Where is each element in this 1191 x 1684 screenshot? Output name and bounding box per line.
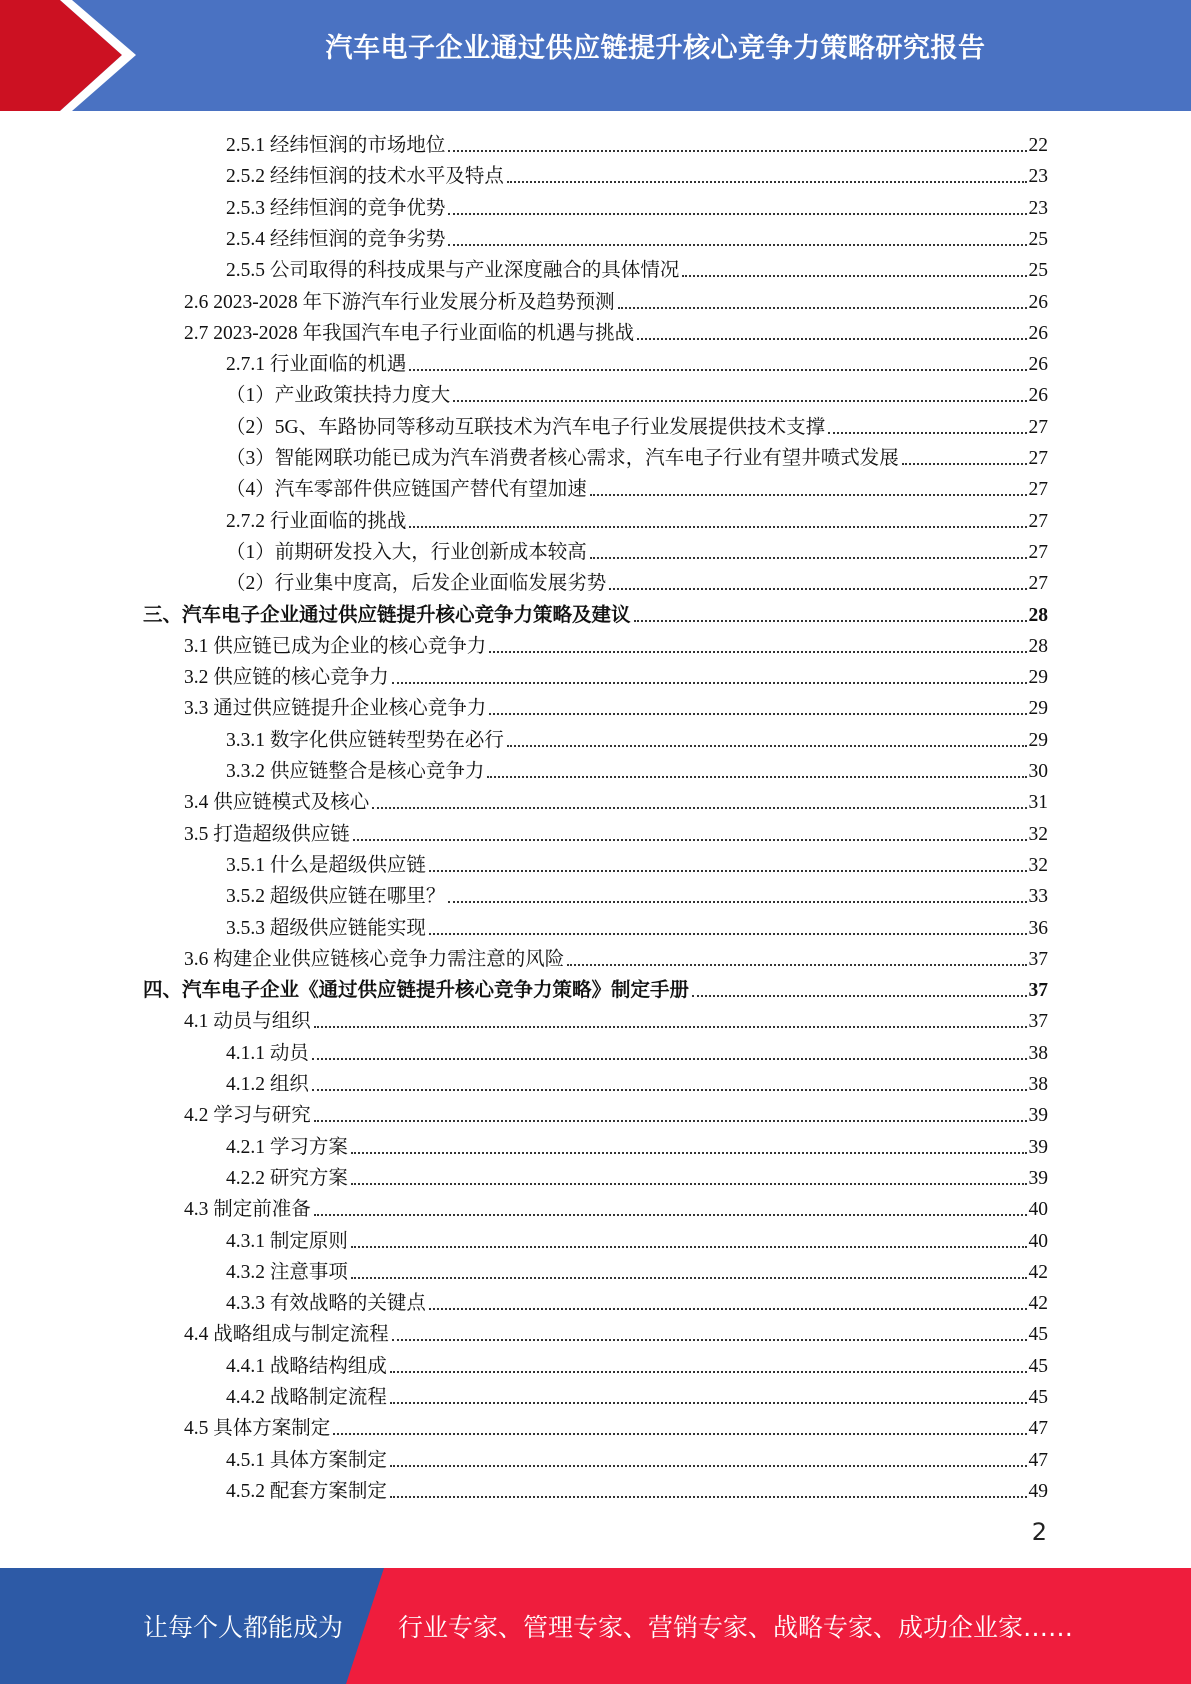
toc-entry-page: 37 (1028, 980, 1048, 1002)
toc-entry[interactable] (226, 878, 1048, 909)
toc-entry-title: 4.1.2 组织 (226, 1074, 309, 1095)
toc-dot-leader (314, 1026, 1027, 1028)
toc-dot-leader (351, 1152, 1027, 1154)
toc-entry[interactable] (184, 1191, 1048, 1222)
toc-dot-leader (567, 964, 1026, 966)
toc-entry-title: 4.4.2 战略制定流程 (226, 1387, 387, 1408)
toc-entry[interactable] (226, 1160, 1048, 1191)
toc-entry-title: 4.1 动员与组织 (184, 1011, 311, 1033)
toc-entry[interactable] (226, 409, 1048, 440)
toc-entry-page: 29 (1028, 698, 1048, 720)
toc-entry-page: 22 (1028, 135, 1048, 156)
toc-entry-title: 2.5.3 经纬恒润的竞争优势 (226, 197, 446, 219)
toc-entry-page: 29 (1028, 729, 1048, 751)
toc-entry-page: 36 (1028, 917, 1048, 939)
toc-entry-title: （2）行业集中度高，后发企业面临发展劣势 (226, 573, 607, 595)
toc-dot-leader (489, 651, 1026, 653)
toc-entry[interactable] (226, 127, 1048, 158)
toc-entry-title: 2.6 2023-2028 年下游汽车行业发展分析及趋势预测 (184, 291, 615, 313)
toc-entry-page: 26 (1028, 291, 1048, 313)
toc-entry[interactable] (226, 1473, 1048, 1504)
toc-dot-leader (609, 588, 1026, 590)
toc-dot-leader (429, 1308, 1027, 1310)
toc-entry-title: 4.5.2 配套方案制定 (226, 1480, 387, 1502)
toc-entry[interactable] (226, 1348, 1048, 1379)
toc-dot-leader (392, 1339, 1027, 1341)
toc-entry-title: 2.7 2023-2028 年我国汽车电子行业面临的机遇与挑战 (184, 322, 635, 344)
toc-entry-title: 4.4 战略组成与制定流程 (184, 1324, 389, 1346)
toc-entry-page: 47 (1028, 1449, 1048, 1471)
toc-entry-title: 2.5.4 经纬恒润的竞争劣势 (226, 228, 446, 250)
toc-entry[interactable] (226, 1066, 1048, 1097)
toc-entry-page: 39 (1028, 1167, 1048, 1189)
toc-entry-page: 38 (1028, 1042, 1048, 1064)
toc-dot-leader (351, 1183, 1027, 1185)
toc-entry[interactable] (226, 753, 1048, 784)
toc-dot-leader (390, 1371, 1027, 1373)
toc-entry[interactable] (184, 1316, 1048, 1347)
toc-entry[interactable] (226, 847, 1048, 878)
toc-entry-title: 4.3.1 制定原则 (226, 1230, 348, 1252)
toc-dot-leader (333, 1433, 1026, 1435)
toc-entry-page: 25 (1028, 228, 1048, 250)
toc-entry-page: 49 (1028, 1480, 1048, 1502)
toc-entry-title: 3.4 供应链模式及核心 (184, 792, 370, 814)
toc-entry[interactable] (226, 471, 1048, 502)
toc-dot-leader (392, 682, 1027, 684)
toc-entry-page: 32 (1028, 854, 1048, 876)
toc-entry-title: 3.3.2 供应链整合是核心竞争力 (226, 761, 485, 782)
toc-dot-leader (590, 557, 1027, 559)
toc-entry-page: 27 (1028, 416, 1048, 438)
toc-entry-title: （3）智能网联功能已成为汽车消费者核心需求，汽车电子行业有望井喷式发展 (226, 448, 899, 469)
footer-slogan-left: 让每个人都能成为 (143, 1613, 344, 1642)
header-arrow-decoration (0, 0, 160, 111)
toc-entry[interactable] (226, 910, 1048, 941)
toc-dot-leader (390, 1402, 1027, 1404)
toc-entry-page: 32 (1028, 823, 1048, 845)
toc-dot-leader (828, 432, 1026, 434)
toc-dot-leader (507, 181, 1027, 183)
toc-entry-title: 4.3 制定前准备 (184, 1199, 311, 1221)
toc-entry-page: 40 (1028, 1199, 1048, 1221)
toc-entry[interactable] (226, 534, 1048, 565)
toc-dot-leader (351, 1246, 1027, 1248)
toc-dot-leader (372, 807, 1026, 809)
toc-dot-leader (353, 839, 1027, 841)
toc-entry-page: 33 (1028, 886, 1048, 908)
toc-entry-title: （1）产业政策扶持力度大 (226, 385, 451, 407)
toc-entry[interactable] (184, 784, 1048, 815)
toc-entry-page: 30 (1028, 761, 1048, 782)
toc-entry-page: 45 (1028, 1324, 1048, 1346)
toc-entry-page: 39 (1028, 1136, 1048, 1158)
toc-dot-leader (453, 400, 1026, 402)
toc-entry[interactable] (226, 346, 1048, 377)
toc-dot-leader (448, 901, 1026, 903)
toc-entry-title: （4）汽车零部件供应链国产替代有望加速 (226, 479, 587, 501)
toc-dot-leader (409, 369, 1026, 371)
toc-entry-title: 4.2.2 研究方案 (226, 1167, 348, 1189)
toc-entry-page: 27 (1028, 573, 1048, 595)
toc-entry[interactable] (184, 1410, 1048, 1441)
toc-entry-title: （2）5G、车路协同等移动互联技术为汽车电子行业发展提供技术支撑 (226, 416, 826, 438)
toc-dot-leader (448, 213, 1026, 215)
toc-entry[interactable] (184, 690, 1048, 721)
toc-entry-title: 3.6 构建企业供应链核心竞争力需注意的风险 (184, 948, 565, 970)
toc-entry-title: 2.5.5 公司取得的科技成果与产业深度融合的具体情况 (226, 260, 680, 282)
toc-entry-title: 四、汽车电子企业《通过供应链提升核心竞争力策略》制定手册 (143, 980, 690, 1002)
toc-dot-leader (312, 1058, 1027, 1060)
toc-dot-leader (448, 150, 1026, 152)
toc-entry-page: 26 (1028, 322, 1048, 344)
toc-entry[interactable] (184, 941, 1048, 972)
footer-slogan-right: 行业专家、管理专家、营销专家、战略专家、成功企业家…… (398, 1613, 1074, 1642)
toc-entry-page: 37 (1028, 1011, 1048, 1033)
toc-entry-page: 29 (1028, 667, 1048, 689)
toc-entry-page: 39 (1028, 1105, 1048, 1127)
toc-entry[interactable] (226, 565, 1048, 596)
toc-entry-title: 3.5.1 什么是超级供应链 (226, 854, 426, 876)
toc-entry-page: 23 (1028, 166, 1048, 188)
toc-entry[interactable] (143, 597, 1048, 628)
toc-entry-page: 28 (1028, 635, 1048, 657)
toc-dot-leader (902, 463, 1027, 465)
toc-entry-page: 40 (1028, 1230, 1048, 1252)
toc-entry-title: 4.4.1 战略结构组成 (226, 1355, 387, 1377)
toc-dot-leader (314, 1214, 1027, 1216)
toc-dot-leader (507, 745, 1027, 747)
toc-entry-title: 2.5.1 经纬恒润的市场地位 (226, 135, 446, 156)
toc-entry[interactable] (226, 158, 1048, 189)
toc-dot-leader (448, 244, 1026, 246)
toc-entry[interactable] (226, 1035, 1048, 1066)
toc-entry-title: 2.7.2 行业面临的挑战 (226, 510, 407, 532)
toc-entry[interactable] (226, 440, 1048, 471)
toc-dot-leader (390, 1496, 1027, 1498)
toc-entry-page: 42 (1028, 1261, 1048, 1283)
toc-entry[interactable] (226, 1129, 1048, 1160)
toc-dot-leader (390, 1465, 1027, 1467)
toc-dot-leader (692, 995, 1026, 997)
toc-entry-page: 26 (1028, 354, 1048, 376)
toc-entry[interactable] (226, 1379, 1048, 1410)
toc-dot-leader (429, 870, 1027, 872)
toc-entry-page: 47 (1028, 1418, 1048, 1440)
toc-entry-title: 4.5 具体方案制定 (184, 1418, 331, 1440)
toc-entry[interactable] (184, 1097, 1048, 1128)
toc-entry[interactable] (226, 1254, 1048, 1285)
toc-entry-title: 2.5.2 经纬恒润的技术水平及特点 (226, 166, 504, 188)
toc-entry[interactable] (184, 628, 1048, 659)
toc-entry-title: 3.3.1 数字化供应链转型势在必行 (226, 729, 504, 751)
toc-entry-title: 3.3 通过供应链提升企业核心竞争力 (184, 698, 487, 720)
toc-entry-title: 4.3.2 注意事项 (226, 1261, 348, 1283)
toc-entry-title: 三、汽车电子企业通过供应链提升核心竞争力策略及建议 (143, 604, 631, 626)
toc-entry[interactable] (226, 221, 1048, 252)
toc-dot-leader (487, 776, 1026, 778)
toc-dot-leader (312, 1089, 1027, 1091)
toc-entry-page: 27 (1028, 448, 1048, 469)
toc-entry-title: 4.5.1 具体方案制定 (226, 1449, 387, 1471)
toc-entry[interactable] (226, 1285, 1048, 1316)
toc-entry-title: 2.7.1 行业面临的机遇 (226, 354, 407, 376)
toc-entry[interactable] (226, 722, 1048, 753)
toc-entry-page: 23 (1028, 197, 1048, 219)
toc-entry-page: 27 (1028, 510, 1048, 532)
toc-entry-title: 4.2.1 学习方案 (226, 1136, 348, 1158)
toc-entry-page: 28 (1028, 604, 1048, 626)
toc-entry[interactable] (184, 816, 1048, 847)
toc-entry-page: 27 (1028, 541, 1048, 563)
toc-entry[interactable] (226, 252, 1048, 283)
toc-entry-title: 3.5.3 超级供应链能实现 (226, 917, 426, 939)
toc-entry-page: 42 (1028, 1293, 1048, 1315)
toc-dot-leader (489, 713, 1026, 715)
toc-entry-page: 25 (1028, 260, 1048, 282)
toc-entry[interactable] (184, 315, 1048, 346)
toc-entry-page: 38 (1028, 1074, 1048, 1095)
toc-entry-title: （1）前期研发投入大，行业创新成本较高 (226, 541, 587, 563)
toc-entry[interactable] (226, 1442, 1048, 1473)
toc-dot-leader (590, 494, 1027, 496)
page-number: 2 (1031, 1518, 1047, 1546)
toc-dot-leader (637, 338, 1026, 340)
toc-entry-title: 3.5 打造超级供应链 (184, 823, 350, 845)
toc-entry-title: 3.2 供应链的核心竞争力 (184, 667, 389, 689)
toc-dot-leader (682, 275, 1026, 277)
toc-entry-title: 3.1 供应链已成为企业的核心竞争力 (184, 635, 487, 657)
toc-entry-title: 4.1.1 动员 (226, 1042, 309, 1064)
toc-entry-page: 45 (1028, 1387, 1048, 1408)
toc-dot-leader (429, 933, 1027, 935)
toc-entry[interactable] (143, 972, 1048, 1003)
toc-dot-leader (634, 620, 1027, 622)
toc-entry-page: 26 (1028, 385, 1048, 407)
toc-entry[interactable] (184, 1003, 1048, 1034)
toc-entry[interactable] (226, 503, 1048, 534)
toc-entry-page: 31 (1028, 792, 1048, 814)
toc-entry[interactable] (184, 659, 1048, 690)
toc-entry[interactable] (226, 377, 1048, 408)
toc-entry-title: 4.3.3 有效战略的关键点 (226, 1293, 426, 1315)
toc-entry-title: 3.5.2 超级供应链在哪里？ (226, 886, 446, 908)
page-header (0, 0, 1191, 111)
toc-dot-leader (618, 307, 1027, 309)
toc-entry[interactable] (184, 284, 1048, 315)
toc-dot-leader (351, 1277, 1027, 1279)
toc-entry-page: 37 (1028, 948, 1048, 970)
document-title: 汽车电子企业通过供应链提升核心竞争力策略研究报告 (325, 33, 986, 64)
toc-entry[interactable] (226, 190, 1048, 221)
toc-dot-leader (314, 1120, 1027, 1122)
toc-entry-title: 4.2 学习与研究 (184, 1105, 311, 1127)
toc-dot-leader (409, 526, 1026, 528)
toc-entry[interactable] (226, 1223, 1048, 1254)
toc-entry-page: 27 (1028, 479, 1048, 501)
toc-entry-page: 45 (1028, 1355, 1048, 1377)
page-footer (0, 1568, 1191, 1684)
